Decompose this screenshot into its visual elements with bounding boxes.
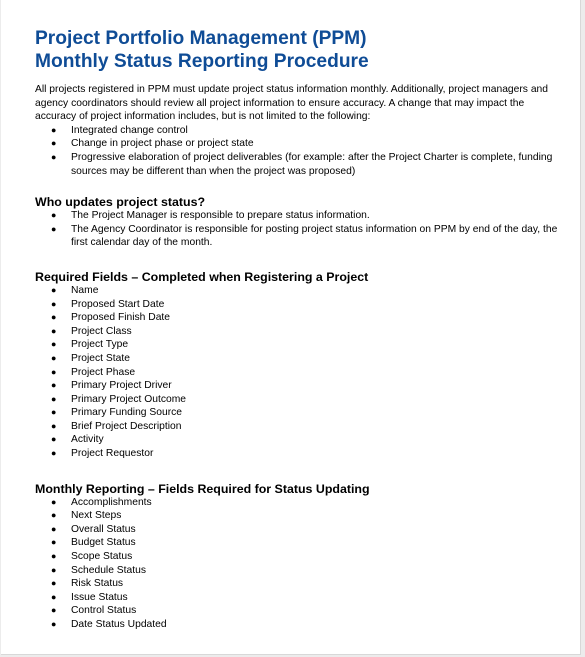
- list-item-text: Next Steps: [71, 510, 122, 522]
- bullet-icon: ●: [51, 619, 57, 629]
- list-item: [35, 284, 560, 298]
- list-item-text: Project Class: [71, 325, 132, 337]
- list-item-text: Schedule Status: [71, 564, 146, 576]
- required-fields-heading: Required Fields – Completed when Registering a Project: [35, 269, 369, 284]
- bullet-icon: ●: [51, 510, 57, 521]
- list-item: [35, 151, 560, 178]
- list-item-text: Primary Funding Source: [71, 407, 183, 419]
- list-item-text: Risk Status: [71, 578, 124, 590]
- bullet-icon: ●: [51, 366, 57, 377]
- monthly-reporting-heading: Monthly Reporting – Fields Required for Status Updating: [35, 481, 370, 496]
- list-item: [35, 447, 560, 461]
- list-item-text: Project Requestor: [71, 448, 154, 460]
- intro-paragraph: All projects registered in PPM must update project status information monthly. Additionally, project managers and agency coordinators should review all project information to ensure accuracy. A change that may impact the accuracy of project information includes, but is not limited to the following:: [35, 84, 548, 123]
- list-item-text: Budget Status: [71, 537, 136, 549]
- list-item: [35, 591, 560, 605]
- bullet-icon: ●: [51, 325, 57, 336]
- document-title: [35, 27, 560, 73]
- bullet-icon: ●: [51, 284, 57, 295]
- list-item: [35, 577, 560, 591]
- list-item-text: Accomplishments: [71, 496, 152, 508]
- bullet-icon: ●: [51, 434, 57, 445]
- list-item-text: Overall Status: [71, 523, 136, 535]
- list-item: [35, 604, 560, 618]
- list-item-text: Project Type: [71, 339, 129, 351]
- title-line-2: Monthly Status Reporting Procedure: [35, 51, 369, 72]
- list-item: [35, 209, 560, 223]
- bullet-icon: ●: [51, 578, 57, 589]
- bullet-icon: ●: [51, 496, 57, 507]
- bullet-icon: ●: [51, 537, 57, 548]
- list-item-text: Date Status Updated: [71, 619, 167, 630]
- list-item: [35, 496, 560, 510]
- list-item-text: Change in project phase or project state: [71, 138, 254, 150]
- list-item: [35, 523, 560, 537]
- list-item-text: Integrated change control: [71, 124, 188, 136]
- bullet-icon: ●: [51, 523, 57, 534]
- intro-bullet-list: [35, 124, 560, 178]
- bullet-icon: ●: [51, 605, 57, 616]
- bullet-icon: ●: [51, 448, 57, 459]
- bullet-icon: ●: [51, 407, 57, 418]
- list-item: [35, 433, 560, 447]
- required-fields-bullet-list: [35, 284, 560, 461]
- list-item: [35, 509, 560, 523]
- who-updates-heading: Who updates project status?: [35, 195, 206, 210]
- bullet-icon: ●: [51, 352, 57, 363]
- document-content: [35, 27, 560, 632]
- bullet-icon: ●: [51, 298, 57, 309]
- list-item-text: Scope Status: [71, 551, 133, 563]
- who-updates-bullet-list: [35, 209, 560, 250]
- list-item: [35, 223, 560, 250]
- bullet-icon: ●: [51, 138, 57, 149]
- list-item-text: Primary Project Driver: [71, 380, 172, 392]
- bullet-icon: ●: [51, 591, 57, 602]
- document-page: [1, 0, 581, 655]
- list-item-text: Name: [71, 284, 99, 296]
- list-item: [35, 393, 560, 407]
- bullet-icon: ●: [51, 223, 57, 234]
- list-item: [35, 406, 560, 420]
- list-item: [35, 298, 560, 312]
- list-item-text: Project State: [71, 352, 130, 364]
- bullet-icon: ●: [51, 312, 57, 323]
- list-item: [35, 536, 560, 550]
- list-item-text: Control Status: [71, 605, 137, 617]
- list-item-text: Proposed Start Date: [71, 298, 165, 310]
- bullet-icon: ●: [51, 393, 57, 404]
- list-item-text: The Agency Coordinator is responsible for posting project status information on PPM by end of the day, the first calendar day of the month.: [71, 223, 558, 249]
- list-item-text: Proposed Finish Date: [71, 312, 171, 324]
- list-item: [35, 618, 560, 632]
- list-item: [35, 379, 560, 393]
- list-item-text: Issue Status: [71, 591, 128, 603]
- bullet-icon: ●: [51, 380, 57, 391]
- list-item-text: Progressive elaboration of project deliverables (for example: after the Project Charter is complete, funding sources may be different than when the project was proposed): [71, 151, 553, 177]
- list-item-text: Project Phase: [71, 366, 136, 378]
- bullet-icon: ●: [51, 210, 57, 221]
- list-item-text: The Project Manager is responsible to prepare status information.: [71, 210, 370, 222]
- bullet-icon: ●: [51, 124, 57, 135]
- list-item: [35, 352, 560, 366]
- list-item-text: Brief Project Description: [71, 420, 182, 432]
- list-item: [35, 124, 560, 138]
- list-item: [35, 366, 560, 380]
- list-item: [35, 311, 560, 325]
- list-item: [35, 325, 560, 339]
- list-item-text: Activity: [71, 434, 104, 446]
- monthly-reporting-bullet-list: [35, 496, 560, 632]
- list-item-text: Primary Project Outcome: [71, 393, 187, 405]
- bullet-icon: ●: [51, 420, 57, 431]
- list-item: [35, 564, 560, 578]
- list-item: [35, 550, 560, 564]
- bullet-icon: ●: [51, 339, 57, 350]
- list-item: [35, 420, 560, 434]
- bullet-icon: ●: [51, 564, 57, 575]
- bullet-icon: ●: [51, 551, 57, 562]
- list-item: [35, 338, 560, 352]
- bullet-icon: ●: [51, 151, 57, 162]
- title-line-1: Project Portfolio Management (PPM): [35, 28, 367, 49]
- list-item: [35, 137, 560, 151]
